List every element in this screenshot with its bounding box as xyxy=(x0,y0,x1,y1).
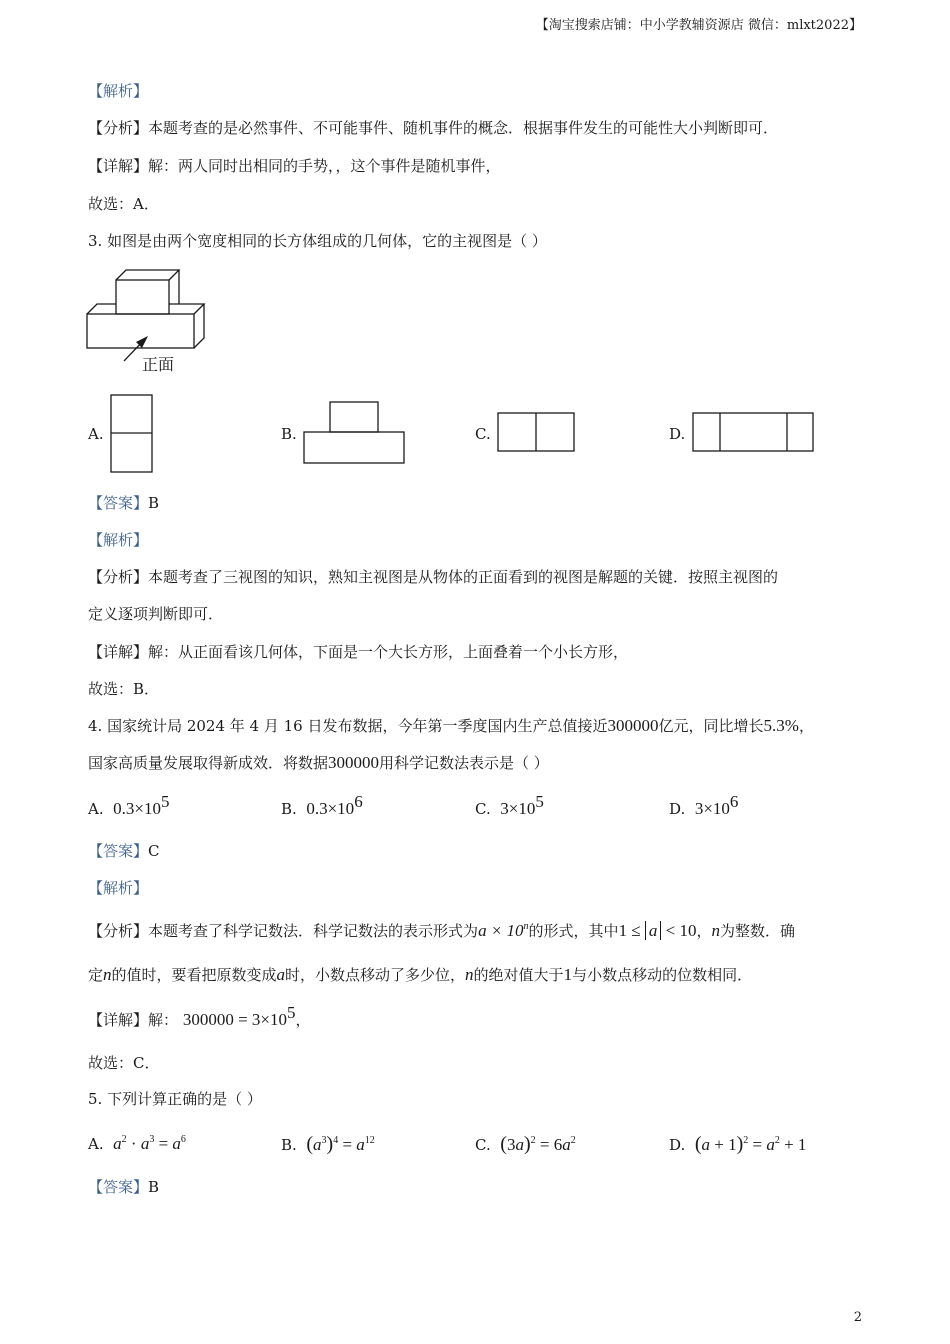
q4-option-c: C. $3\times 10^5$ xyxy=(475,792,544,818)
q5-option-a: A. $a^2 \cdot a^3 = a^6$ xyxy=(88,1134,186,1153)
q3-option-a-label: A. xyxy=(88,425,104,443)
q5-answer: 【答案】B xyxy=(88,1178,160,1196)
q4-detail: 【详解】解： $300000 = 3\times 10^5$， xyxy=(88,1003,311,1029)
q4-analysis-heading: 【解析】 xyxy=(88,879,149,897)
q2-fenxi: 【分析】本题考查的是必然事件、不可能事件、随机事件的概念．根据事件发生的可能性大小判断即可． xyxy=(88,119,779,137)
page-header: 【淘宝搜索店铺：中小学教辅资源店 微信：mlxt2022】 xyxy=(535,18,862,33)
q3-analysis-heading: 【解析】 xyxy=(88,531,149,549)
analysis-heading: 【解析】 xyxy=(88,82,149,100)
q4-fenxi: 【分析】本题考查了科学记数法．科学记数法的表示形式为$a \times 10^n$的形式，其中1 ≤ a < 10，n为整数．确 xyxy=(88,921,796,940)
q3-option-b-figure xyxy=(303,401,406,465)
q4-stem-line2: 国家高质量发展取得新成效．将数据300000用科学记数法表示是（ ） xyxy=(88,753,549,772)
q5-stem: 5. 下列计算正确的是（ ） xyxy=(88,1090,262,1108)
q3-choose: 故选：B． xyxy=(88,680,160,698)
q3-option-c-figure xyxy=(497,412,576,454)
q3-option-a-figure xyxy=(110,394,153,474)
front-label: 正面 xyxy=(142,355,175,374)
q3-stem: 3. 如图是由两个宽度相同的长方体组成的几何体，它的主视图是（ ） xyxy=(88,232,547,250)
q2-detail: 【详解】解：两人同时出相同的手势，，这个事件是随机事件， xyxy=(88,157,501,175)
q4-choose: 故选：C． xyxy=(88,1054,160,1072)
q4-option-a: A. $0.3\times 10^5$ xyxy=(88,792,170,818)
q3-fenxi-cont: 定义逐项判断即可． xyxy=(88,605,224,623)
q2-choose: 故选：A． xyxy=(88,195,159,213)
q3-option-b-label: B. xyxy=(281,425,297,443)
q4-fenxi-cont: 定n的值时，要看把原数变成a时，小数点移动了多少位，n的绝对值大于1与小数点移动的位数相同． xyxy=(88,965,753,984)
q4-option-b: B. $0.3\times 10^6$ xyxy=(281,792,363,818)
q5-option-b: B. $(a^3)^4 = a^{12}$ xyxy=(281,1133,375,1155)
q3-detail: 【详解】解：从正面看该几何体，下面是一个大长方形，上面叠着一个小长方形， xyxy=(88,643,629,661)
q5-option-c: C. $(3a)^2 = 6a^2$ xyxy=(475,1133,576,1155)
q3-option-d-label: D. xyxy=(669,425,686,443)
q4-option-d: D. $3\times 10^6$ xyxy=(669,792,739,818)
q3-option-d-figure xyxy=(692,412,815,454)
q3-fenxi: 【分析】本题考查了三视图的知识，熟知主视图是从物体的正面看到的视图是解题的关键．按照主视图的 xyxy=(88,568,779,586)
q3-option-c-label: C. xyxy=(475,425,491,443)
q4-stem-line1: 4. 国家统计局 2024 年 4 月 16 日发布数据，今年第一季度国内生产总值接近300000亿元，同比增长5.3%， xyxy=(88,716,814,735)
q4-answer: 【答案】C xyxy=(88,842,160,860)
q3-answer: 【答案】B xyxy=(88,494,160,512)
page-number: 2 xyxy=(853,1310,862,1325)
q5-option-d: D. $(a + 1)^2 = a^2 + 1$ xyxy=(669,1133,807,1155)
